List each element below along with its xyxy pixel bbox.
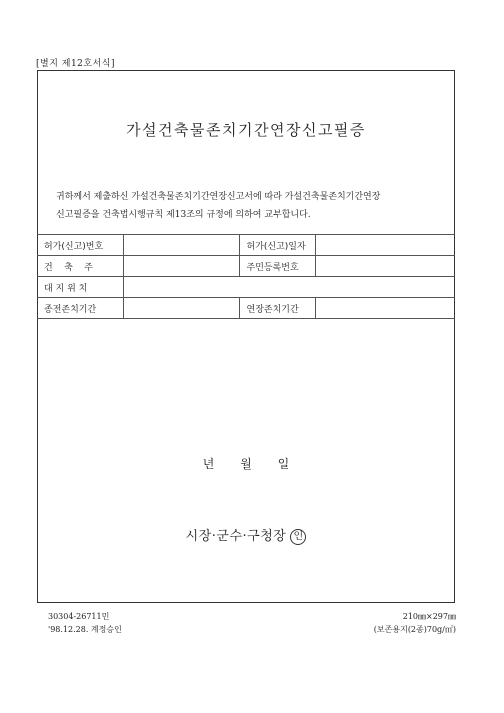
signature-line xyxy=(38,525,454,545)
document-title: 가설건축물존치기간연장신고필증 xyxy=(126,121,366,139)
table-row xyxy=(37,256,455,277)
site-location-value[interactable] xyxy=(123,277,455,298)
body-line-2: 신고필증을 건축법시행규칙 제13조의 규정에 의하여 교부합니다. xyxy=(56,210,311,220)
form-number: [별지 제12호서식] xyxy=(36,59,115,69)
previous-period-value[interactable] xyxy=(123,298,239,319)
issuer-title: 시장·군수·구청장 xyxy=(185,529,287,544)
site-location-label: 대 지 위 치 xyxy=(37,277,123,298)
body-paragraph xyxy=(56,188,440,224)
issue-date: 년 월 일 xyxy=(202,457,290,471)
form-code: 30304-26711민 xyxy=(48,612,110,621)
permit-number-value[interactable] xyxy=(123,235,239,256)
extended-period-value[interactable] xyxy=(315,298,455,319)
seal-icon: 인 xyxy=(290,529,306,545)
extended-period-label: 연장존치기간 xyxy=(239,298,315,319)
owner-label: 건 축 주 xyxy=(37,256,123,277)
owner-value[interactable] xyxy=(123,256,239,277)
info-table xyxy=(37,234,455,319)
permit-number-label: 허가(신고)번호 xyxy=(37,235,123,256)
resident-number-value[interactable] xyxy=(315,256,455,277)
certificate-frame xyxy=(37,70,455,603)
footer-right xyxy=(374,610,456,636)
resident-number-label: 주민등록번호 xyxy=(239,256,315,277)
approval-date: '98.12.28. 계정승인 xyxy=(48,625,122,634)
permit-date-label: 허가(신고)일자 xyxy=(239,235,315,256)
paper-size: 210㎜×297㎜ xyxy=(402,612,456,621)
table-row xyxy=(37,298,455,319)
previous-period-label: 종전존치기간 xyxy=(37,298,123,319)
footer-left xyxy=(48,610,122,636)
paper-spec: (보존용지(2종)70g/㎡) xyxy=(373,625,456,634)
body-line-1: 귀하께서 제출하신 가설건축물존치기간연장신고서에 따라 가설건축물존치기간연장 xyxy=(56,192,381,202)
permit-date-value[interactable] xyxy=(315,235,455,256)
table-row xyxy=(37,277,455,298)
table-row xyxy=(37,235,455,256)
